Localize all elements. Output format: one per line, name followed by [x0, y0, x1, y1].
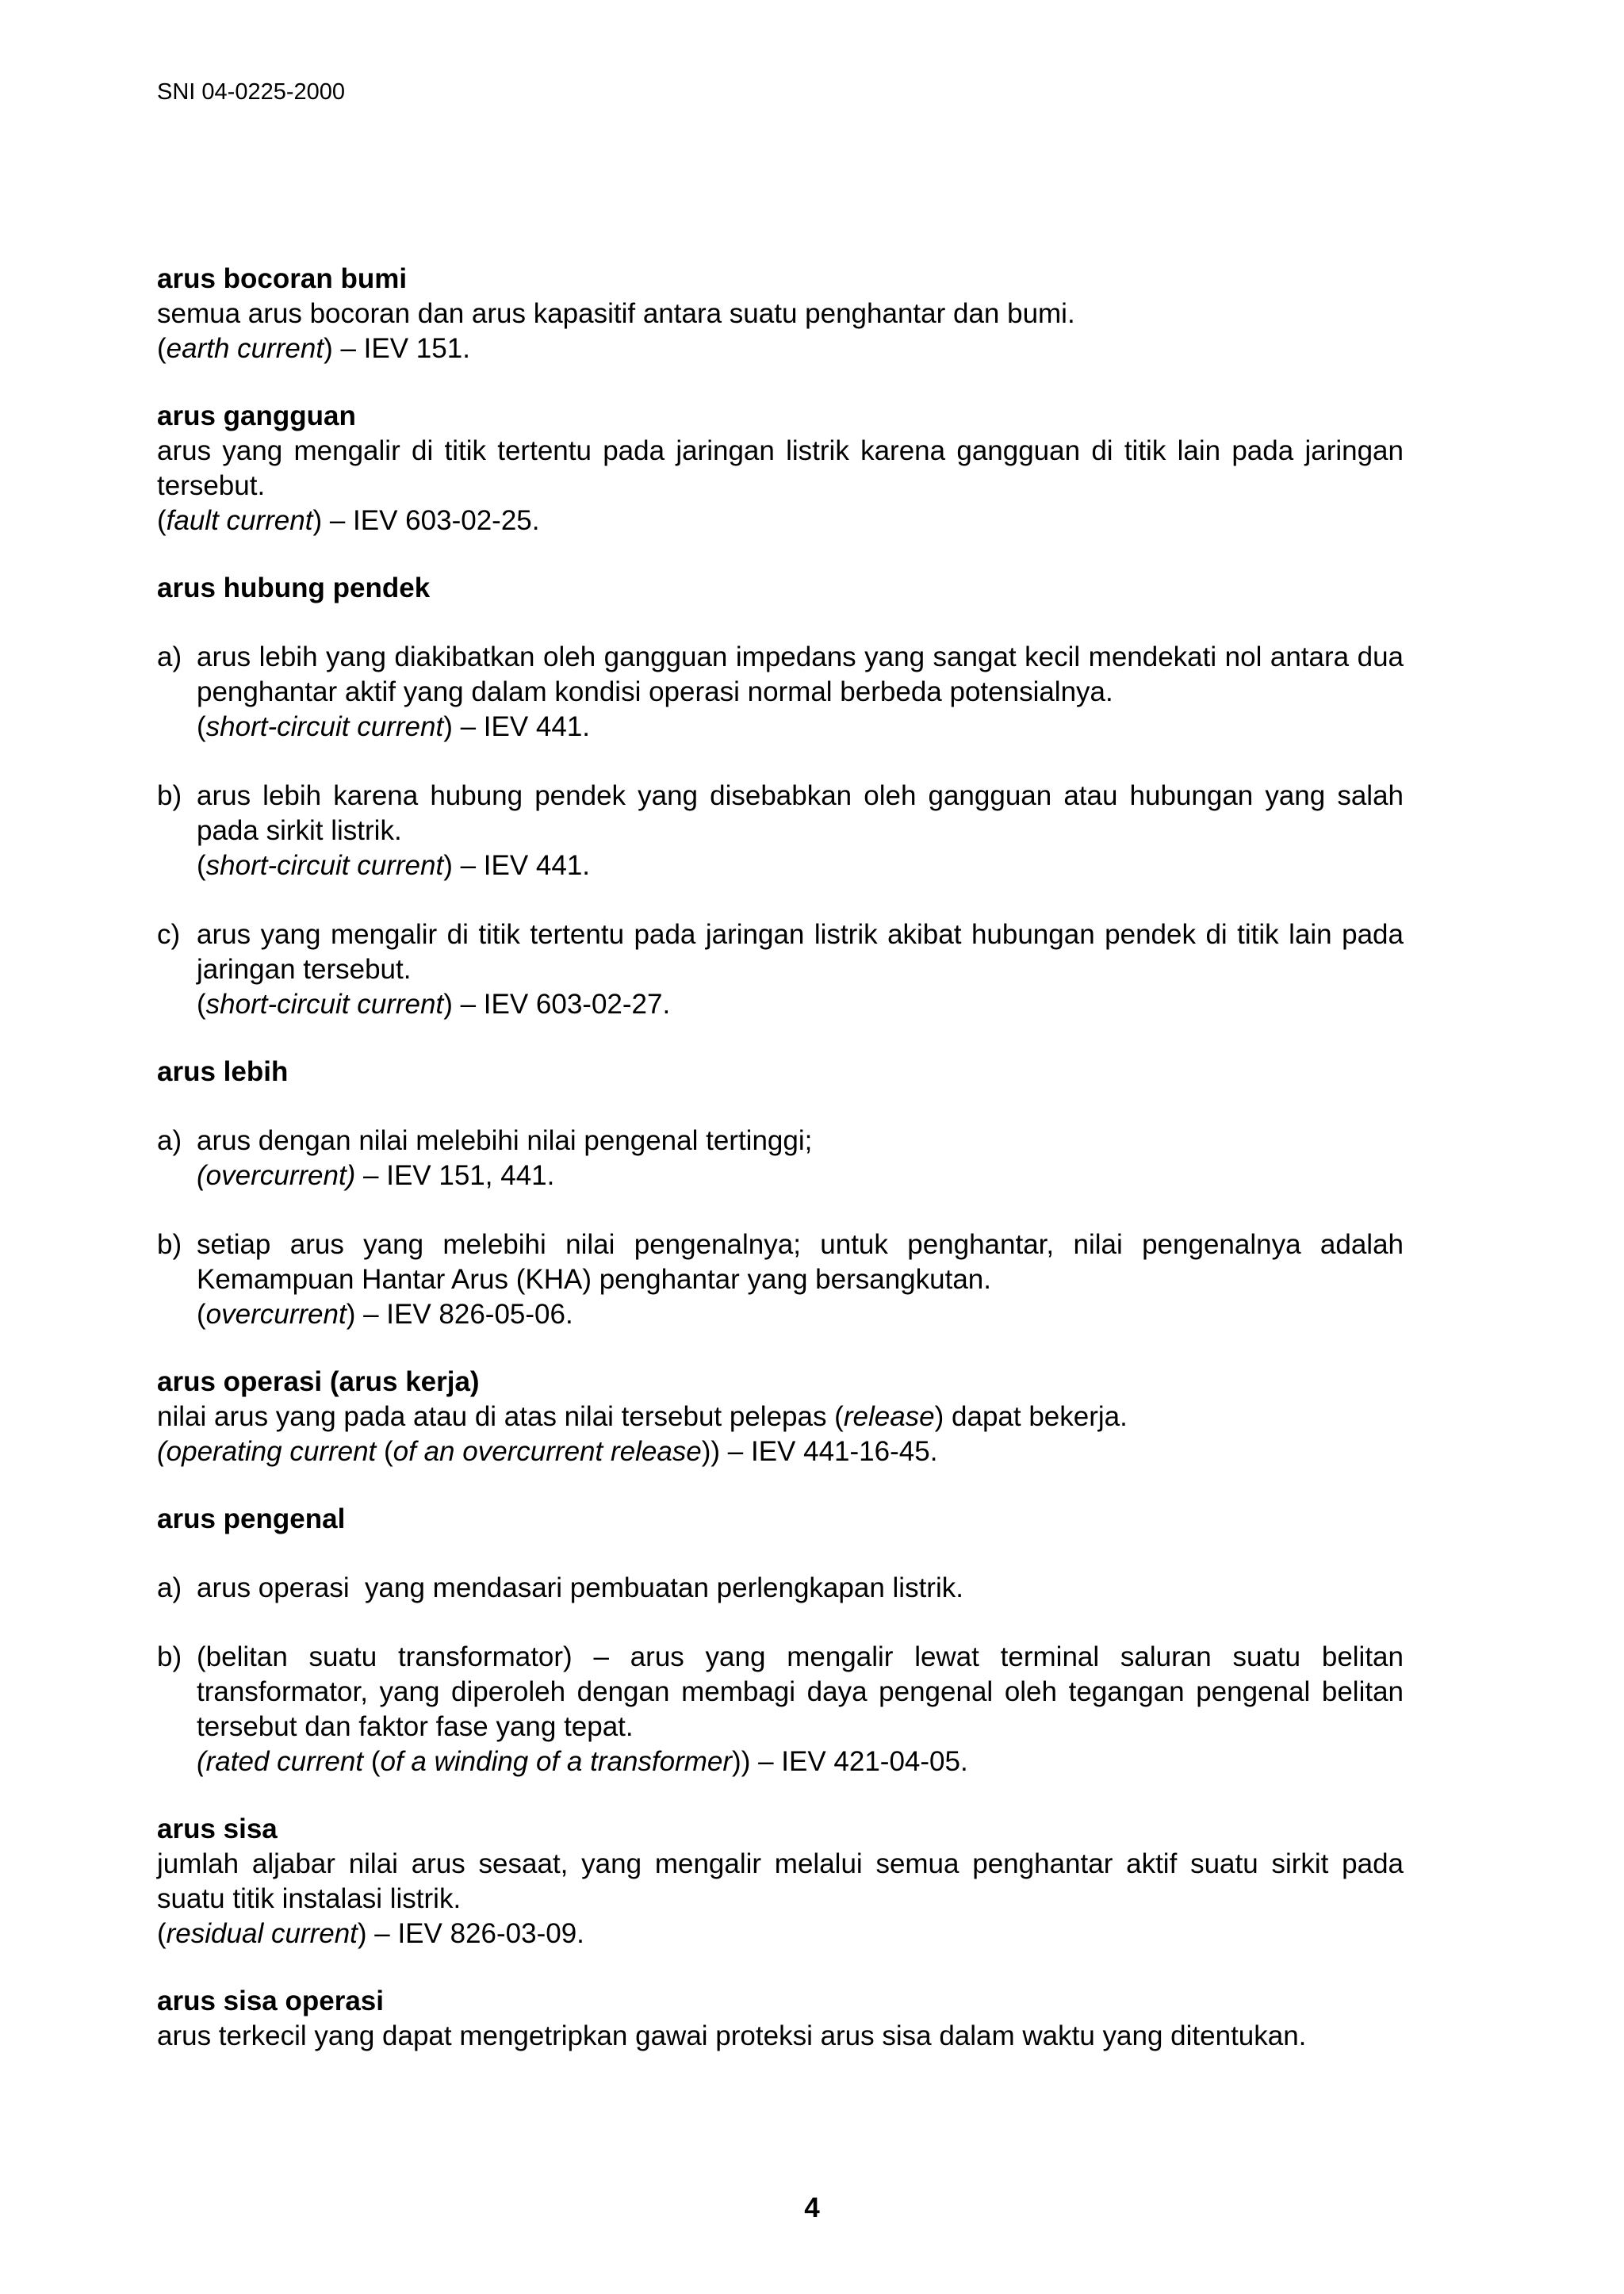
list-item-text: (belitan suatu transformator) – arus yang mengalir lewat terminal saluran suatu belitan transformator, yang diperoleh dengan membagi daya pengenal oleh tegangan pengenal belitan tersebut dan faktor fase yang tepat. [197, 1641, 1404, 1742]
list-item-text: arus lebih karena hubung pendek yang disebabkan oleh gangguan atau hubungan yang salah pada sirkit listrik. [197, 780, 1404, 846]
list-item [157, 1227, 1404, 1332]
term-arus-lebih [157, 1055, 1404, 1332]
document-code-header: SNI 04-0225-2000 [157, 79, 345, 105]
term-reference: (residual current) – IEV 826-03-09. [157, 1918, 584, 1949]
list-item-label: c) [157, 919, 181, 950]
term-title: arus bocoran bumi [157, 263, 408, 294]
term-title: arus sisa operasi [157, 1986, 384, 2016]
term-definition: semua arus bocoran dan arus kapasitif antara suatu penghantar dan bumi. [157, 298, 1075, 329]
term-title: arus sisa [157, 1813, 278, 1844]
english-term: earth current [166, 333, 324, 364]
page-number: 4 [804, 2193, 820, 2223]
term-reference: (rated current (of a winding of a transformer)) – IEV 421-04-05. [197, 1746, 968, 1777]
term-arus-sisa-operasi [157, 1984, 1404, 2054]
term-title: arus hubung pendek [157, 573, 431, 603]
term-definition: nilai arus yang pada atau di atas nilai tersebut pelepas (release) dapat bekerja. [157, 1401, 1128, 1432]
term-title: arus pengenal [157, 1503, 346, 1534]
term-reference: (short-circuit current) – IEV 603-02-27. [197, 989, 671, 1020]
english-term: (overcurrent) [197, 1160, 356, 1191]
list-item [157, 1124, 1404, 1193]
english-term: of an overcurrent release [393, 1436, 702, 1467]
list-item [157, 779, 1404, 883]
list-item-label: b) [157, 780, 182, 811]
list-item-text: arus operasi yang mendasari pembuatan perlengkapan listrik. [197, 1572, 963, 1603]
term-title: arus operasi (arus kerja) [157, 1366, 480, 1397]
english-term: fault current [166, 505, 313, 536]
term-reference: (overcurrent) – IEV 826-05-06. [197, 1299, 573, 1330]
list-item-text: setiap arus yang melebihi nilai pengenalnya; untuk penghantar, nilai pengenalnya adalah Kemampuan Hantar Arus (KHA) penghantar yang bersangkutan. [197, 1229, 1404, 1295]
english-term: of a winding of a transformer [380, 1746, 733, 1777]
term-arus-pengenal [157, 1502, 1404, 1779]
list-item-label: b) [157, 1229, 182, 1260]
english-term: overcurrent [205, 1299, 347, 1330]
list-item [157, 1571, 1404, 1606]
english-term: (rated current [197, 1746, 364, 1777]
list-item-label: a) [157, 1125, 182, 1156]
term-title: arus lebih [157, 1056, 289, 1087]
list-item [157, 640, 1404, 745]
term-reference: (overcurrent) – IEV 151, 441. [197, 1160, 555, 1191]
english-term: residual current [166, 1918, 358, 1949]
english-term: release [843, 1401, 935, 1432]
term-arus-operasi [157, 1365, 1404, 1469]
term-definition: arus yang mengalir di titik tertentu pada jaringan listrik karena gangguan di titik lain pada jaringan tersebut. [157, 435, 1404, 501]
english-term: short-circuit current [205, 989, 444, 1020]
list-item-text: arus yang mengalir di titik tertentu pada jaringan listrik akibat hubungan pendek di titik lain pada jaringan tersebut. [197, 919, 1404, 985]
english-term: (operating current [157, 1436, 377, 1467]
term-definition: arus terkecil yang dapat mengetripkan gawai proteksi arus sisa dalam waktu yang ditentukan. [157, 2020, 1307, 2051]
term-arus-hubung-pendek [157, 571, 1404, 1022]
term-reference: (earth current) – IEV 151. [157, 333, 470, 364]
list-item-text: arus lebih yang diakibatkan oleh gangguan impedans yang sangat kecil mendekati nol antara dua penghantar aktif yang dalam kondisi operasi normal berbeda potensialnya. [197, 641, 1404, 707]
list-item-label: a) [157, 641, 182, 672]
term-title: arus gangguan [157, 400, 356, 431]
term-definition: jumlah aljabar nilai arus sesaat, yang mengalir melalui semua penghantar aktif suatu sirkit pada suatu titik instalasi listrik. [157, 1848, 1404, 1914]
list-item [157, 917, 1404, 1022]
term-reference: (operating current (of an overcurrent release)) – IEV 441-16-45. [157, 1436, 938, 1467]
english-term: short-circuit current [205, 850, 444, 881]
list-item-text: arus dengan nilai melebihi nilai pengenal tertinggi; [197, 1125, 813, 1156]
term-arus-bocoran-bumi [157, 262, 1404, 366]
term-reference: (short-circuit current) – IEV 441. [197, 711, 591, 742]
definitions-list [157, 262, 1404, 2086]
list-item-label: b) [157, 1641, 182, 1672]
term-arus-sisa [157, 1812, 1404, 1951]
term-reference: (fault current) – IEV 603-02-25. [157, 505, 540, 536]
term-reference: (short-circuit current) – IEV 441. [197, 850, 591, 881]
term-arus-gangguan [157, 399, 1404, 538]
english-term: short-circuit current [205, 711, 444, 742]
list-item [157, 1640, 1404, 1779]
list-item-label: a) [157, 1572, 182, 1603]
